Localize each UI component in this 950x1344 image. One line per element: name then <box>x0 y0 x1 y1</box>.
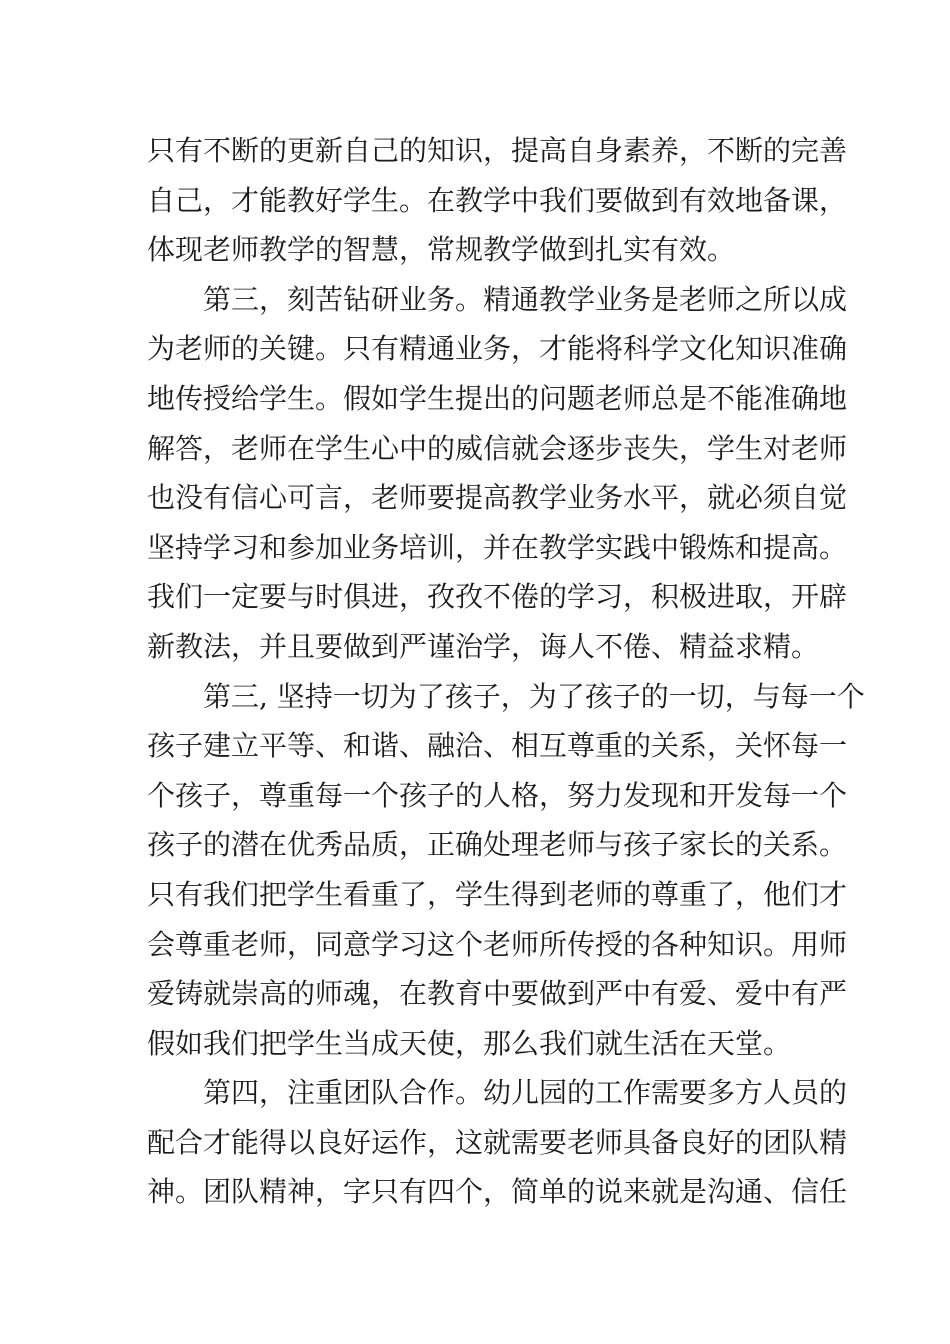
paragraph-3-line: 个孩子，尊重每一个孩子的人格，努力发现和开发每一个 <box>147 778 848 812</box>
paragraph-3-line: 孩子的潜在优秀品质，正确处理老师与孩子家长的关系。 <box>147 828 848 862</box>
paragraph-2-line: 地传授给学生。假如学生提出的问题老师总是不能准确地 <box>147 381 848 415</box>
paragraph-3-line: 只有我们把学生看重了，学生得到老师的尊重了，他们才 <box>147 877 848 911</box>
paragraph-4-line: 第四，注重团队合作。幼儿园的工作需要多方人员的 <box>203 1076 848 1110</box>
paragraph-2-line: 新教法，并且要做到严谨治学，诲人不倦、精益求精。 <box>147 629 820 663</box>
paragraph-2-line: 解答，老师在学生心中的威信就会逐步丧失，学生对老师 <box>147 431 848 465</box>
paragraph-2-line: 为老师的关键。只有精通业务，才能将科学文化知识准确 <box>147 332 848 366</box>
paragraph-2-line: 坚持学习和参加业务培训，并在教学实践中锻炼和提高。 <box>147 530 848 564</box>
body-text <box>147 126 865 1217</box>
paragraph-1-line: 自己，才能教好学生。在教学中我们要做到有效地备课， <box>147 183 848 217</box>
paragraph-1-line: 体现老师教学的智慧，常规教学做到扎实有效。 <box>147 233 736 267</box>
paragraph-3-line: 孩子建立平等、和谐、融洽、相互尊重的关系，关怀每一 <box>147 729 848 763</box>
paragraph-1-line: 只有不断的更新自己的知识，提高自身素养，不断的完善 <box>147 134 848 167</box>
paragraph-3-line: 会尊重老师，同意学习这个老师所传授的各种知识。用师 <box>147 927 848 961</box>
paragraph-2-line: 第三，刻苦钻研业务。精通教学业务是老师之所以成 <box>203 282 848 316</box>
paragraph-2-line: 也没有信心可言，老师要提高教学业务水平，就必须自觉 <box>147 481 848 515</box>
paragraph-3-line: 爱铸就崇高的师魂，在教育中要做到严中有爱、爱中有严 <box>147 977 848 1011</box>
paragraph-2-line: 我们一定要与时俱进，孜孜不倦的学习，积极进取，开辟 <box>147 580 848 614</box>
paragraph-3-line: 第三, 坚持一切为了孩子，为了孩子的一切，与每一个 <box>203 679 865 713</box>
paragraph-4-line: 配合才能得以良好运作，这就需要老师具备良好的团队精 <box>147 1125 848 1159</box>
paragraph-3-line: 假如我们把学生当成天使，那么我们就生活在天堂。 <box>147 1026 792 1060</box>
paragraph-4-line: 神。团队精神，字只有四个，简单的说来就是沟通、信任 <box>147 1175 848 1209</box>
